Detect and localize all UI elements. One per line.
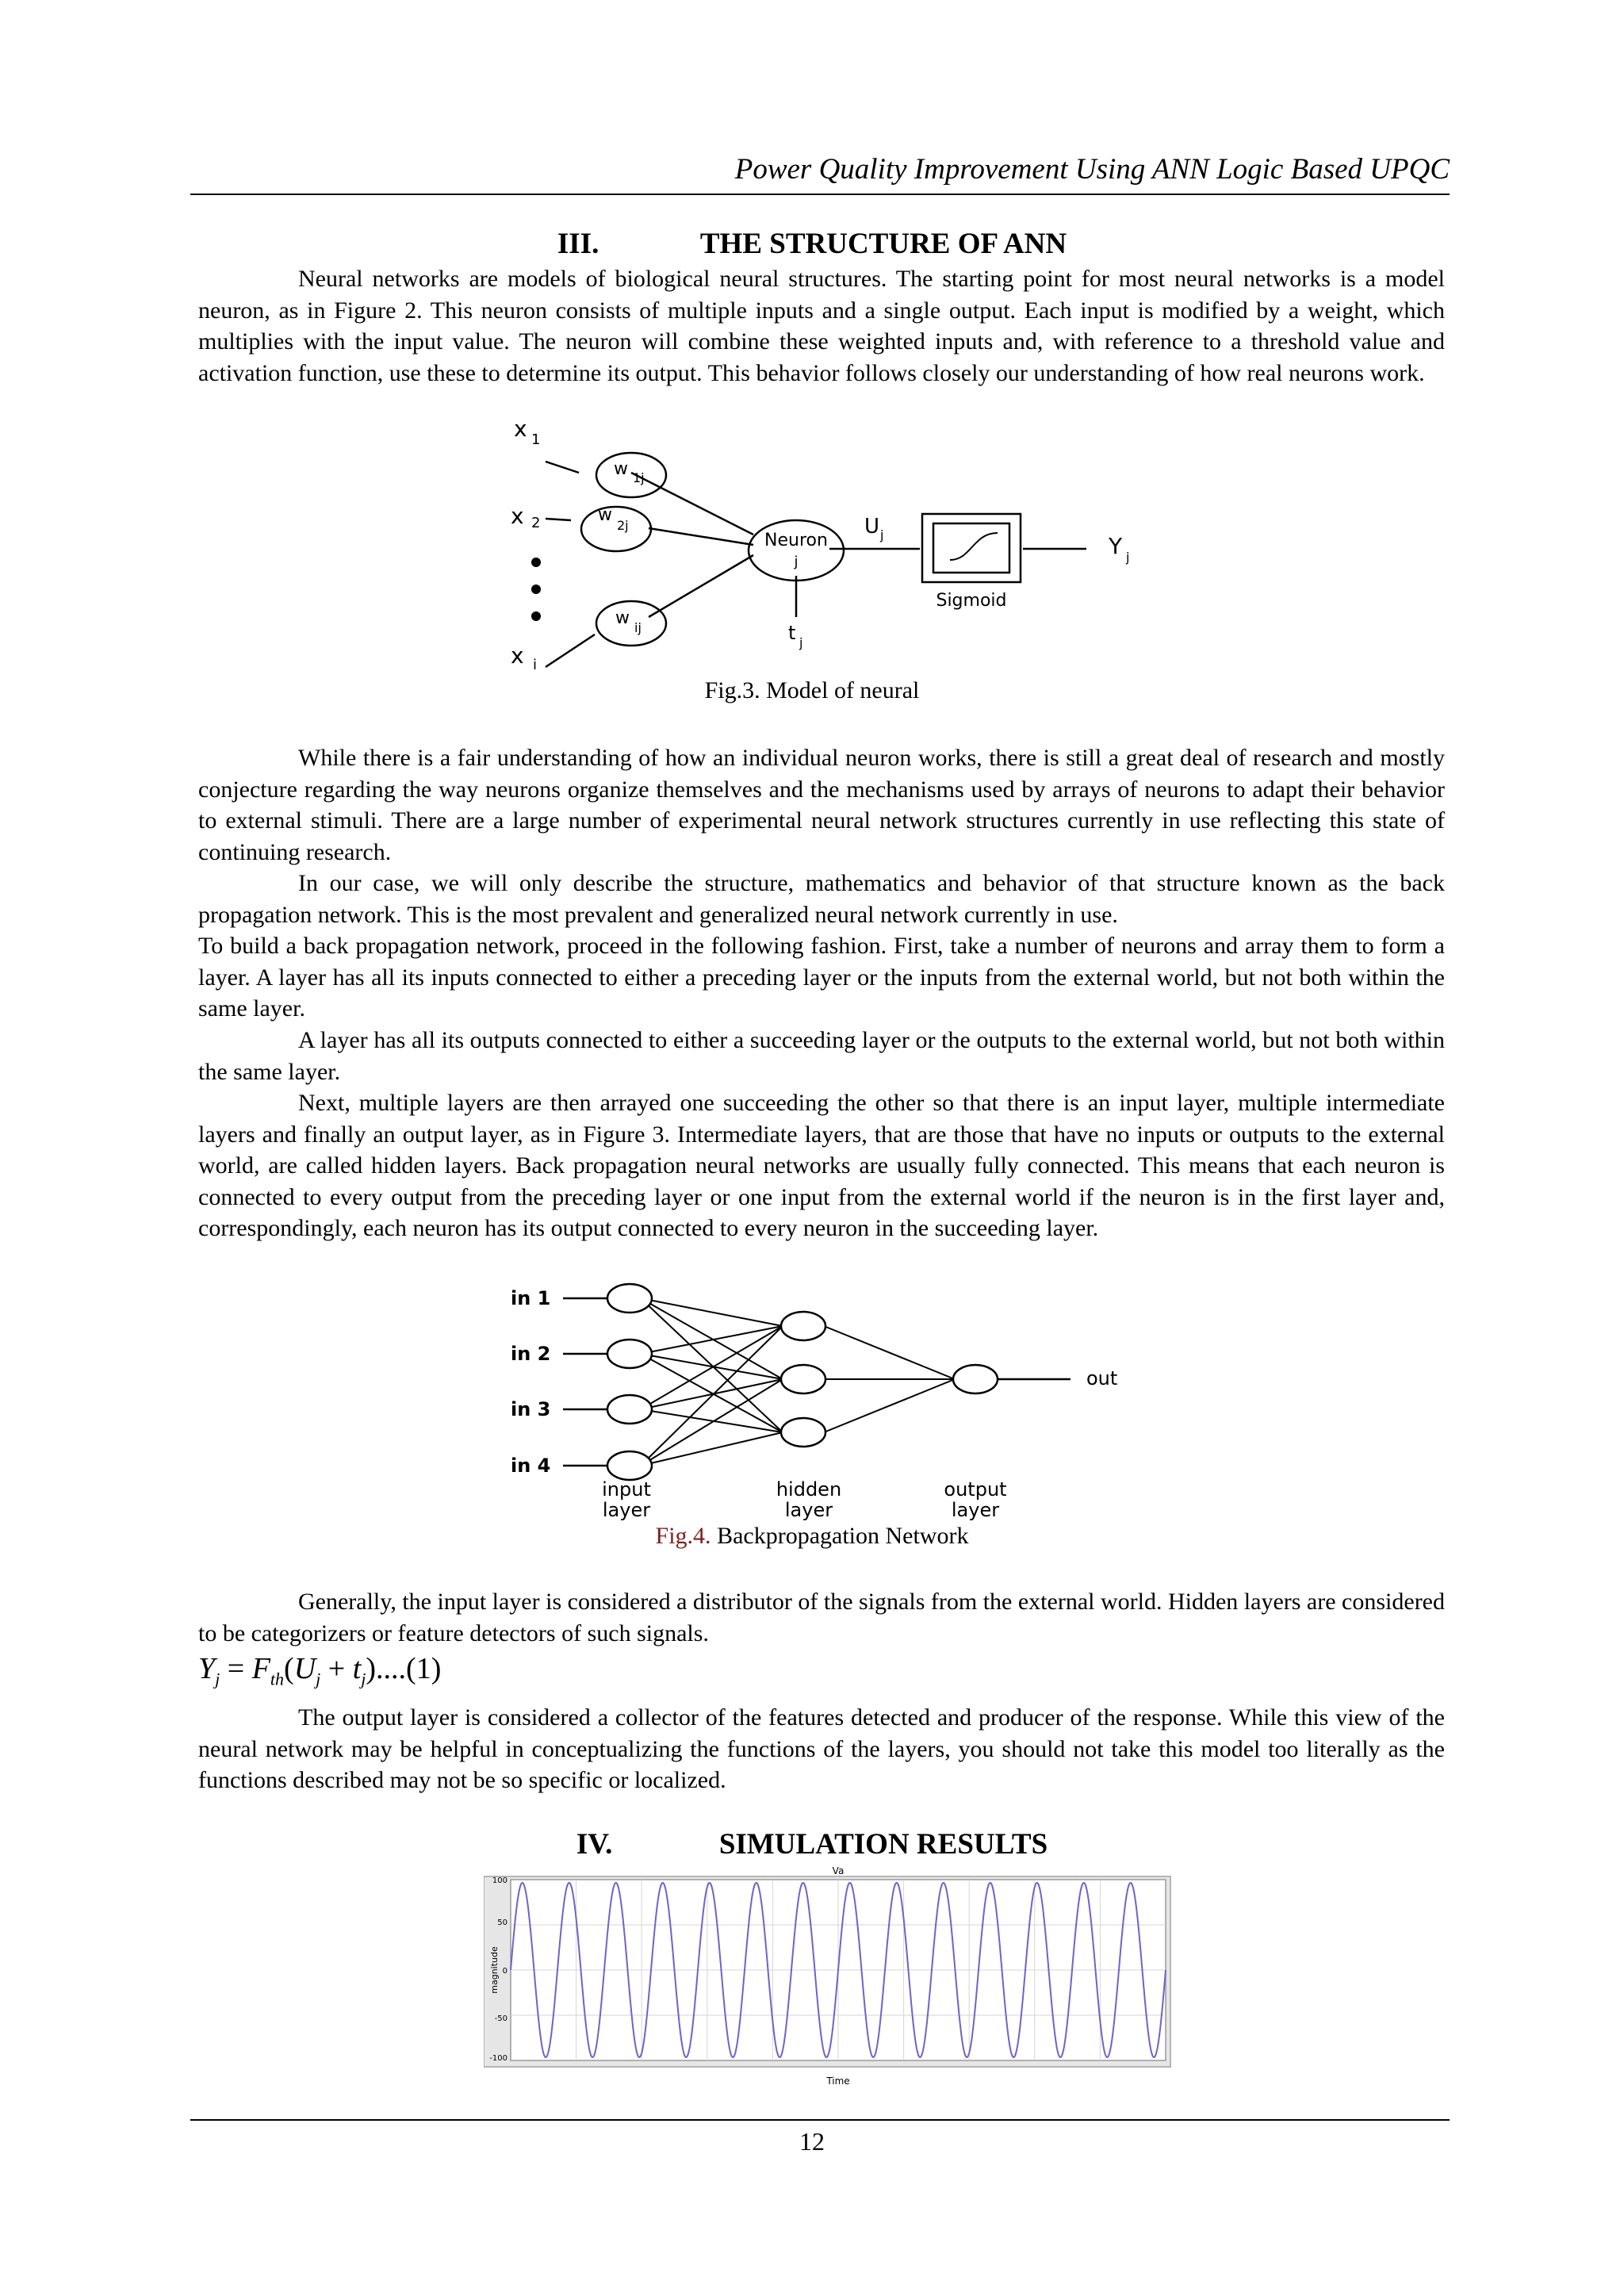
output-label: out [1086,1367,1118,1389]
header-rule [190,194,1450,195]
svg-text:layer: layer [951,1499,1000,1521]
plot-title: Va [832,1865,845,1876]
input-label-3: in 3 [511,1398,551,1420]
section-heading-3 [0,227,1624,261]
svg-text:layer: layer [602,1499,651,1521]
label-uj: U [864,515,880,539]
label-x2: x [511,503,524,529]
label-wij: w [615,608,630,628]
svg-text:1: 1 [531,431,541,448]
layer-label-input: input [602,1478,651,1501]
hidden-neuron-3 [781,1418,825,1447]
simulation-plot [484,1865,1174,2095]
paragraph-1: Neural networks are models of biological neural structures. The starting point for most neural networks is a model neuron, as in Figure 2. This neuron consists of multiple inputs and a single output. Each input is modified by a weight, which multiplies with the input value. The neuron will combine these weighted inputs and, with reference to a threshold value and activation function, use these to determine its output. This behavior follows closely our understanding of how real neurons work. [198,266,1445,386]
figure-4-caption: Fig.4. Backpropagation Network [655,1523,969,1549]
weight-node-w2j [581,507,651,551]
figure-4-ref: Fig.4. [655,1523,711,1549]
label-w1j: w [614,459,628,479]
running-header: Power Quality Improvement Using ANN Logic Based UPQC [734,153,1450,186]
paragraph-3: In our case, we will only describe the structure, mathematics and behavior of that structure known as the back propagation network. This is the most prevalent and generalized neural network currently in use. [198,870,1445,928]
svg-text:j: j [880,527,884,542]
neuron-node [749,520,844,581]
label-w2j: w [598,505,612,525]
equation-1: $Y_j = F_{th}(U_j + t_j)....(1)$ [198,1652,442,1689]
label-neuron: Neuron [764,531,828,550]
ytick-neg50: -50 [494,2014,508,2023]
section-title: THE STRUCTURE OF ANN [699,228,1067,260]
section-number: III. [557,228,599,260]
label-xi: x [511,642,524,669]
input-neuron-2 [607,1340,652,1368]
svg-text:j: j [1126,550,1130,565]
weight-node-w1j [596,453,666,497]
svg-text:j: j [794,554,799,570]
ytick-50: 50 [497,1918,508,1927]
section-heading-4 [0,1827,1624,1861]
label-tj: t [788,622,796,644]
hidden-neuron-1 [781,1312,825,1340]
section-number: IV. [576,1828,613,1861]
input-neuron-3 [607,1395,652,1424]
paragraph-8: The output layer is considered a collector of the features detected and producer of the response. While this view of the neural network may be helpful in conceptualizing the functions of the layers, you should not take this model too literally as the functions described may not be so specific or localized. [198,1704,1445,1793]
svg-text:1j: 1j [633,470,645,485]
paragraph-4: To build a back propagation network, proceed in the following fashion. First, take a number of neurons and array them to form a layer. A layer has all its inputs connected to either a preceding layer or the inputs from the external world, but not both within the same layer. [198,933,1445,1022]
page-number: 12 [799,2127,825,2156]
ytick-neg100: -100 [489,2054,508,2063]
hidden-neuron-2 [781,1365,825,1393]
layer-label-output: output [944,1478,1007,1501]
svg-text:2j: 2j [617,518,629,533]
figure-backprop-network [500,1278,1158,1524]
label-x1: x [514,417,527,442]
output-neuron [953,1365,998,1393]
plot-xlabel: Time [826,2076,850,2087]
paragraph-6: Next, multiple layers are then arrayed one succeeding the other so that there is an input layer, multiple intermediate layers and finally an output layer, as in Figure 3. Intermediate layers, that are those that have no inputs or outputs to the external world, are called hidden layers. Back propagation neural networks are usually fully connected. This means that each neuron is connected to every output from the preceding layer or one input from the external world if the neuron is in the first layer and, correspondingly, each neuron has its output connected to every neuron in the succeeding layer. [198,1090,1445,1241]
paragraph-7: Generally, the input layer is considered a distributor of the signals from the external world. Hidden layers are considered to be categorizers or feature detectors of such signals. [198,1589,1445,1646]
weight-node-wij [596,601,666,646]
label-sigmoid: Sigmoid [936,591,1007,611]
svg-text:ij: ij [634,620,642,635]
layer-label-hidden: hidden [776,1478,842,1501]
input-label-1: in 1 [511,1287,551,1309]
ytick-0: 0 [502,1967,508,1976]
svg-text:2: 2 [531,515,541,531]
paragraph-2: While there is a fair understanding of how an individual neuron works, there is still a great deal of research and mostly conjecture regarding the way neurons organize themselves and the mechanisms used by arrays of neurons to adapt their behavior to external stimuli. There are a large number of experimental neural network structures currently in use reflecting this state of continuing research. [198,745,1445,865]
plot-ylabel: magnitude [489,1946,500,1994]
input-neuron-1 [607,1284,652,1313]
svg-text:j: j [799,635,803,650]
input-label-2: in 2 [511,1343,551,1365]
label-yj: Y [1109,533,1123,559]
figure-3-caption: Fig.3. Model of neural [704,677,920,703]
footer-rule [190,2119,1450,2121]
paragraph-5: A layer has all its outputs connected to either a succeeding layer or the outputs to the external world, but not both within the same layer. [198,1027,1445,1085]
figure-neuron-model [500,417,1166,679]
input-neuron-4 [607,1451,652,1480]
input-label-4: in 4 [511,1455,551,1477]
ytick-100: 100 [492,1876,508,1885]
svg-text:layer: layer [784,1499,833,1521]
svg-text:i: i [533,657,538,673]
section-title: SIMULATION RESULTS [718,1828,1048,1861]
